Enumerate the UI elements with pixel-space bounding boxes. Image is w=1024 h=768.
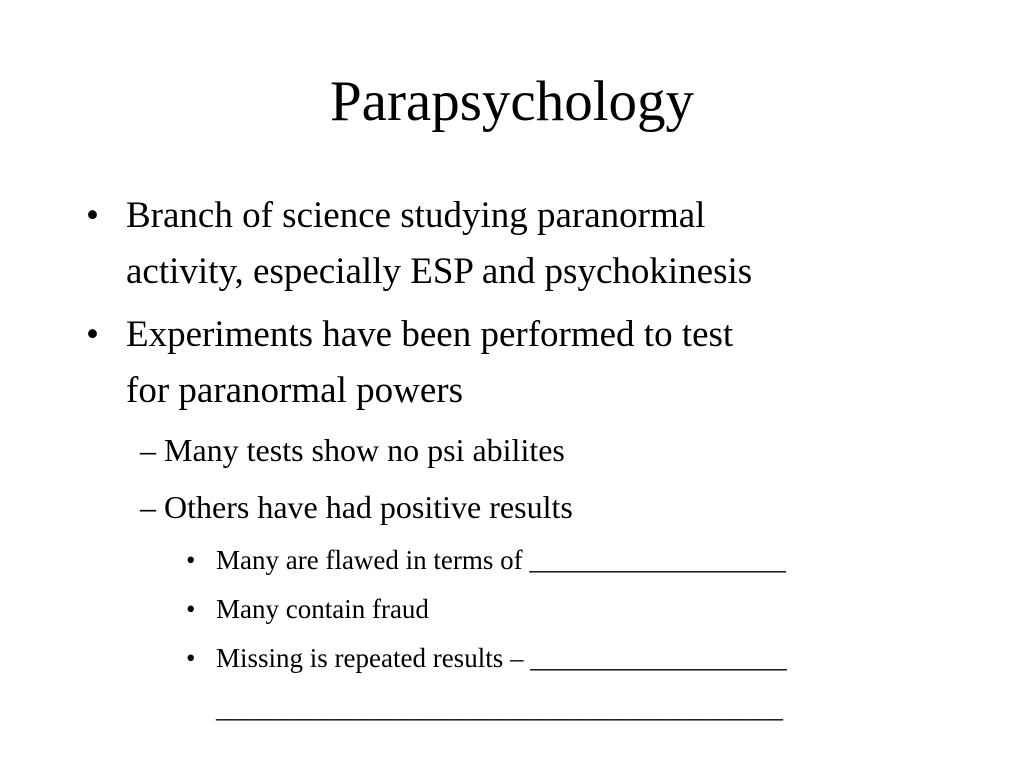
- bullet-marker: •: [186, 545, 196, 575]
- bullet-item: [86, 307, 946, 419]
- slide-title: Parapsychology: [329, 70, 695, 133]
- sub-sub-bullet-item: [186, 633, 966, 733]
- bullet-marker: •: [186, 594, 196, 624]
- sub-sub-bullet-item: [186, 584, 966, 634]
- sub-bullet-item: – Others have had positive results: [140, 489, 573, 525]
- sub-bullet-item: – Many tests show no psi abilites: [140, 432, 565, 468]
- bullet-marker: •: [186, 643, 196, 673]
- bullet-text-line: Missing is repeated results – ___________________: [216, 643, 787, 673]
- bullet-text-line: Many are flawed in terms of ___________________: [216, 545, 786, 575]
- bullet-item: [86, 188, 946, 300]
- bullet-text-line: for paranormal powers: [126, 370, 463, 411]
- bullet-text-line: Experiments have been performed to test: [126, 314, 734, 355]
- bullet-text-line: activity, especially ESP and psychokinesis: [126, 251, 753, 292]
- bullet-marker: •: [86, 314, 99, 355]
- bullet-text-line: Branch of science studying paranormal: [126, 195, 706, 236]
- bullet-marker: •: [86, 195, 99, 236]
- sub-sub-bullet-item: [186, 535, 966, 585]
- bullet-text-line: __________________________________________: [216, 693, 783, 723]
- bullet-text-line: Many contain fraud: [216, 594, 429, 624]
